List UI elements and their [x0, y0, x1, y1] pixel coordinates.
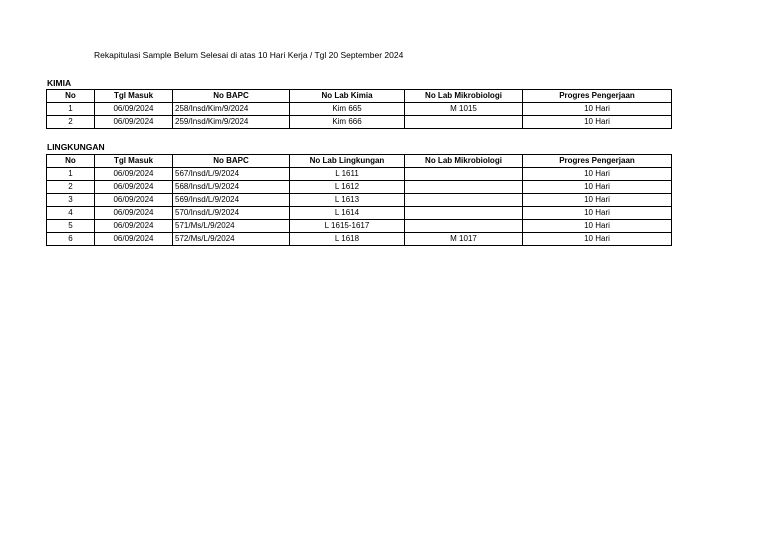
cell-no-lab-lingkungan: L 1618	[290, 233, 405, 246]
cell-no: 1	[47, 103, 95, 116]
cell-no-bapc: 572/Ms/L/9/2024	[173, 233, 290, 246]
table-row	[47, 168, 672, 181]
cell-no: 5	[47, 220, 95, 233]
cell-no: 2	[47, 181, 95, 194]
cell-tgl-masuk: 06/09/2024	[95, 207, 173, 220]
cell-progres-pengerjaan: 10 Hari	[523, 194, 672, 207]
cell-no-bapc: 569/Insd/L/9/2024	[173, 194, 290, 207]
column-header-no-lab-mikrobiologi: No Lab Mikrobiologi	[405, 155, 523, 168]
cell-no-lab-kimia: Kim 665	[290, 103, 405, 116]
cell-tgl-masuk: 06/09/2024	[95, 103, 173, 116]
table-row	[47, 233, 672, 246]
cell-no-bapc: 570/Insd/L/9/2024	[173, 207, 290, 220]
cell-progres-pengerjaan: 10 Hari	[523, 181, 672, 194]
cell-no: 6	[47, 233, 95, 246]
column-header-tgl-masuk: Tgl Masuk	[95, 155, 173, 168]
cell-no-lab-lingkungan: L 1612	[290, 181, 405, 194]
document-title: Rekapitulasi Sample Belum Selesai di atas 10 Hari Kerja / Tgl 20 September 2024	[94, 50, 404, 60]
column-header-no-bapc: No BAPC	[173, 90, 290, 103]
cell-no-lab-mikrobiologi: M 1015	[405, 103, 523, 116]
section-label-kimia: KIMIA	[47, 78, 72, 88]
section-label-lingkungan: LINGKUNGAN	[47, 142, 105, 152]
column-header-progres-pengerjaan: Progres Pengerjaan	[523, 90, 672, 103]
table-row	[47, 220, 672, 233]
cell-tgl-masuk: 06/09/2024	[95, 194, 173, 207]
table-header-row	[47, 155, 672, 168]
cell-no: 4	[47, 207, 95, 220]
column-header-no: No	[47, 155, 95, 168]
cell-no-bapc: 259/Insd/Kim/9/2024	[173, 116, 290, 129]
cell-no-lab-mikrobiologi	[405, 181, 523, 194]
cell-no-lab-lingkungan: L 1611	[290, 168, 405, 181]
cell-no-bapc: 258/Insd/Kim/9/2024	[173, 103, 290, 116]
table-row	[47, 181, 672, 194]
column-header-no-lab-mikrobiologi: No Lab Mikrobiologi	[405, 90, 523, 103]
cell-no-bapc: 571/Ms/L/9/2024	[173, 220, 290, 233]
cell-no: 3	[47, 194, 95, 207]
column-header-tgl-masuk: Tgl Masuk	[95, 90, 173, 103]
cell-no-lab-lingkungan: L 1613	[290, 194, 405, 207]
cell-progres-pengerjaan: 10 Hari	[523, 220, 672, 233]
cell-tgl-masuk: 06/09/2024	[95, 116, 173, 129]
cell-progres-pengerjaan: 10 Hari	[523, 116, 672, 129]
table-row	[47, 116, 672, 129]
cell-no-lab-mikrobiologi: M 1017	[405, 233, 523, 246]
cell-progres-pengerjaan: 10 Hari	[523, 168, 672, 181]
cell-progres-pengerjaan: 10 Hari	[523, 103, 672, 116]
column-header-no-lab-kimia: No Lab Kimia	[290, 90, 405, 103]
table-row	[47, 194, 672, 207]
column-header-no: No	[47, 90, 95, 103]
lingkungan-table	[46, 154, 672, 246]
cell-no-lab-mikrobiologi	[405, 168, 523, 181]
column-header-no-bapc: No BAPC	[173, 155, 290, 168]
cell-progres-pengerjaan: 10 Hari	[523, 207, 672, 220]
cell-no: 2	[47, 116, 95, 129]
cell-tgl-masuk: 06/09/2024	[95, 181, 173, 194]
cell-tgl-masuk: 06/09/2024	[95, 220, 173, 233]
cell-no-bapc: 568/Insd/L/9/2024	[173, 181, 290, 194]
cell-no-lab-lingkungan: L 1614	[290, 207, 405, 220]
cell-no-lab-mikrobiologi	[405, 194, 523, 207]
kimia-table	[46, 89, 672, 129]
table-row	[47, 103, 672, 116]
table-row	[47, 207, 672, 220]
table-header-row	[47, 90, 672, 103]
cell-no-lab-mikrobiologi	[405, 207, 523, 220]
cell-no-lab-kimia: Kim 666	[290, 116, 405, 129]
cell-no-bapc: 567/Insd/L/9/2024	[173, 168, 290, 181]
cell-no-lab-mikrobiologi	[405, 116, 523, 129]
cell-progres-pengerjaan: 10 Hari	[523, 233, 672, 246]
column-header-no-lab-lingkungan: No Lab Lingkungan	[290, 155, 405, 168]
cell-no-lab-lingkungan: L 1615-1617	[290, 220, 405, 233]
cell-no: 1	[47, 168, 95, 181]
cell-no-lab-mikrobiologi	[405, 220, 523, 233]
cell-tgl-masuk: 06/09/2024	[95, 233, 173, 246]
cell-tgl-masuk: 06/09/2024	[95, 168, 173, 181]
column-header-progres-pengerjaan: Progres Pengerjaan	[523, 155, 672, 168]
